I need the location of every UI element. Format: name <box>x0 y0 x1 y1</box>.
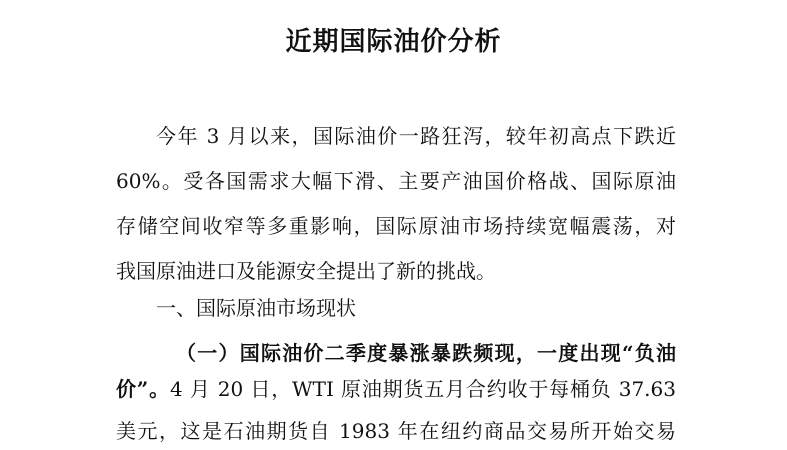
intro-line-3: 存储空间收窄等多重影响，国际原油市场持续宽幅震荡，对 <box>116 214 676 238</box>
document-title: 近期国际油价分析 <box>285 27 502 57</box>
body-line-1-text: 4 月 20 日，WTI 原油期货五月合约收于每桶负 37.63 <box>169 377 676 401</box>
intro-line-1: 今年 3 月以来，国际油价一路狂泻，较年初高点下跌近 <box>156 124 676 148</box>
intro-line-4: 我国原油进口及能源安全提出了新的挑战。 <box>116 259 496 283</box>
section-heading: 一、国际原油市场现状 <box>156 296 356 320</box>
subsection-heading-continuation: 价”。 <box>116 377 170 401</box>
body-line-2: 美元，这是石油期货自 1983 年在纽约商品交易所开始交易 <box>116 419 676 443</box>
intro-line-2: 60%。受各国需求大幅下滑、主要产油国价格战、国际原油 <box>116 169 676 193</box>
subsection-heading: （一）国际油价二季度暴涨暴跌频现，一度出现“负油 <box>176 341 676 365</box>
body-line-1 <box>116 371 676 407</box>
